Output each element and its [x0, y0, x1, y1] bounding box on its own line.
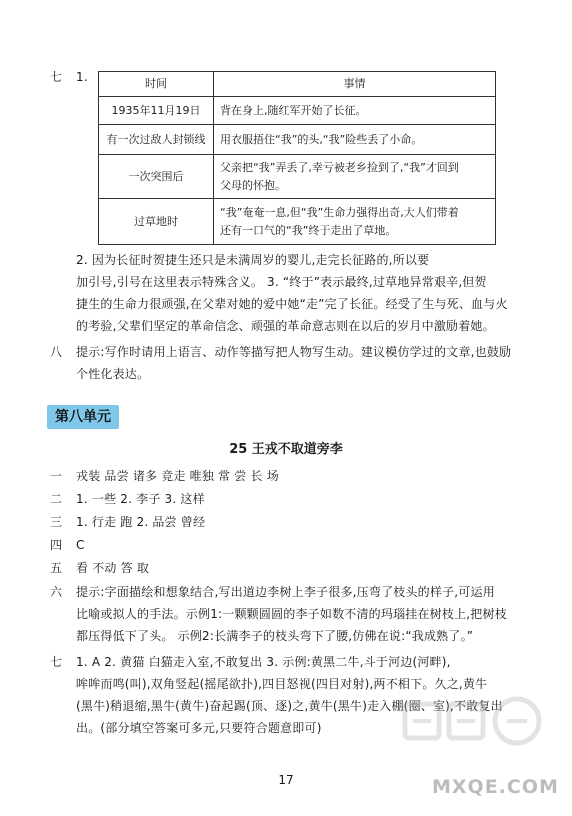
- q7-para-line: 加引号,引号在这里表示特殊含义。 3. “终于”表示最终,过草地异常艰辛,但贺: [76, 275, 487, 289]
- table-cell-time: 一次突围后: [99, 155, 214, 199]
- answer-line: 1. 行走 跑 2. 品尝 曾经: [76, 515, 206, 529]
- lesson-title: 25 王戎不取道旁李: [229, 442, 343, 457]
- watermark-text: MXQE.COM: [432, 776, 559, 798]
- answer-line: 提示:字面描绘和想象结合,写出道边李树上李子很多,压弯了枝头的样子,可运用: [76, 585, 495, 599]
- table-row: [99, 155, 496, 199]
- answer-label: 七: [50, 655, 63, 669]
- table-cell-event: “我”奄奄一息,但“我”生命力强得出奇,大人们带着 还有一口气的“我”终于走出了草地。: [214, 199, 496, 245]
- table-cell-time: 过草地时: [99, 199, 214, 245]
- table-header-time: 时间: [99, 72, 214, 97]
- answer-line: (黑牛)稍退缩,黑牛(黄牛)奋起踢(顶、逐)之,黄牛(黑牛)走入棚(圈、室),不敢复出: [76, 699, 503, 713]
- q7-para-line: 的考验,父辈们坚定的革命信念、顽强的革命意志则在以后的岁月中激励着她。: [76, 319, 495, 333]
- table-cell-event: 背在身上,随红军开始了长征。: [214, 97, 496, 125]
- answer-label: 五: [50, 561, 63, 575]
- table-cell-time: 1935年11月19日: [99, 97, 214, 125]
- table-row: [99, 125, 496, 155]
- table-cell-event: 父亲把“我”弄丢了,幸亏被老乡捡到了,“我”才回到 父母的怀抱。: [214, 155, 496, 199]
- q7-para-line: 2. 因为长征时贺捷生还只是未满周岁的婴儿,走完长征路的,所以要: [76, 253, 430, 267]
- answer-line: 出。(部分填空答案可多元,只要符合题意即可): [76, 721, 322, 735]
- events-table: [98, 71, 496, 245]
- answer-line: 1. 一些 2. 李子 3. 这样: [76, 492, 205, 506]
- table-cell-event: 用衣服捂住“我”的头,“我”险些丢了小命。: [214, 125, 496, 155]
- q8-line: 个性化表达。: [76, 367, 150, 381]
- answer-line: 看 不动 答 取: [76, 561, 150, 575]
- answer-line: 戎装 品尝 诸多 竞走 唯独 常 尝 长 场: [76, 469, 279, 483]
- answer-label: 二: [50, 492, 63, 506]
- table-header-event: 事情: [214, 72, 496, 97]
- q7-para-line: 捷生的生命力很顽强,在父辈对她的爱中她“走”完了长征。经受了生与死、血与火: [76, 297, 508, 311]
- q8-label: 八: [50, 345, 63, 359]
- q8-line: 提示:写作时请用上语言、动作等描写把人物写生动。建议模仿学过的文章,也鼓励: [76, 345, 512, 359]
- table-cell-time: 有一次过敌人封锁线: [99, 125, 214, 155]
- q7-sub1-label: 1.: [76, 70, 88, 84]
- answer-label: 四: [50, 538, 63, 552]
- q7-label: 七: [50, 70, 63, 84]
- page-number: 17: [278, 773, 294, 787]
- answer-label: 三: [50, 515, 63, 529]
- table-row: [99, 199, 496, 245]
- table-row: [99, 97, 496, 125]
- answer-line: 哞哞而鸣(叫),双角竖起(摇尾欲扑),四目怒视(四目对射),两不相下。久之,黄牛: [76, 677, 488, 691]
- answer-line: C: [76, 538, 85, 552]
- answer-line: 都压得低下了头。 示例2:长满李子的枝头弯下了腰,仿佛在说:“我成熟了。”: [76, 629, 474, 643]
- answer-label: 六: [50, 585, 63, 599]
- table-header-row: [99, 72, 496, 97]
- answer-line: 1. A 2. 黄猫 白猫走入室,不敢复出 3. 示例:黄黑二牛,斗于河边(河畔),: [76, 655, 451, 669]
- unit-title-badge: 第八单元: [47, 405, 119, 429]
- answer-label: 一: [50, 469, 63, 483]
- answer-line: 比喻或拟人的手法。示例1:一颗颗圆圆的李子如数不清的玛瑙挂在树枝上,把树枝: [76, 607, 507, 621]
